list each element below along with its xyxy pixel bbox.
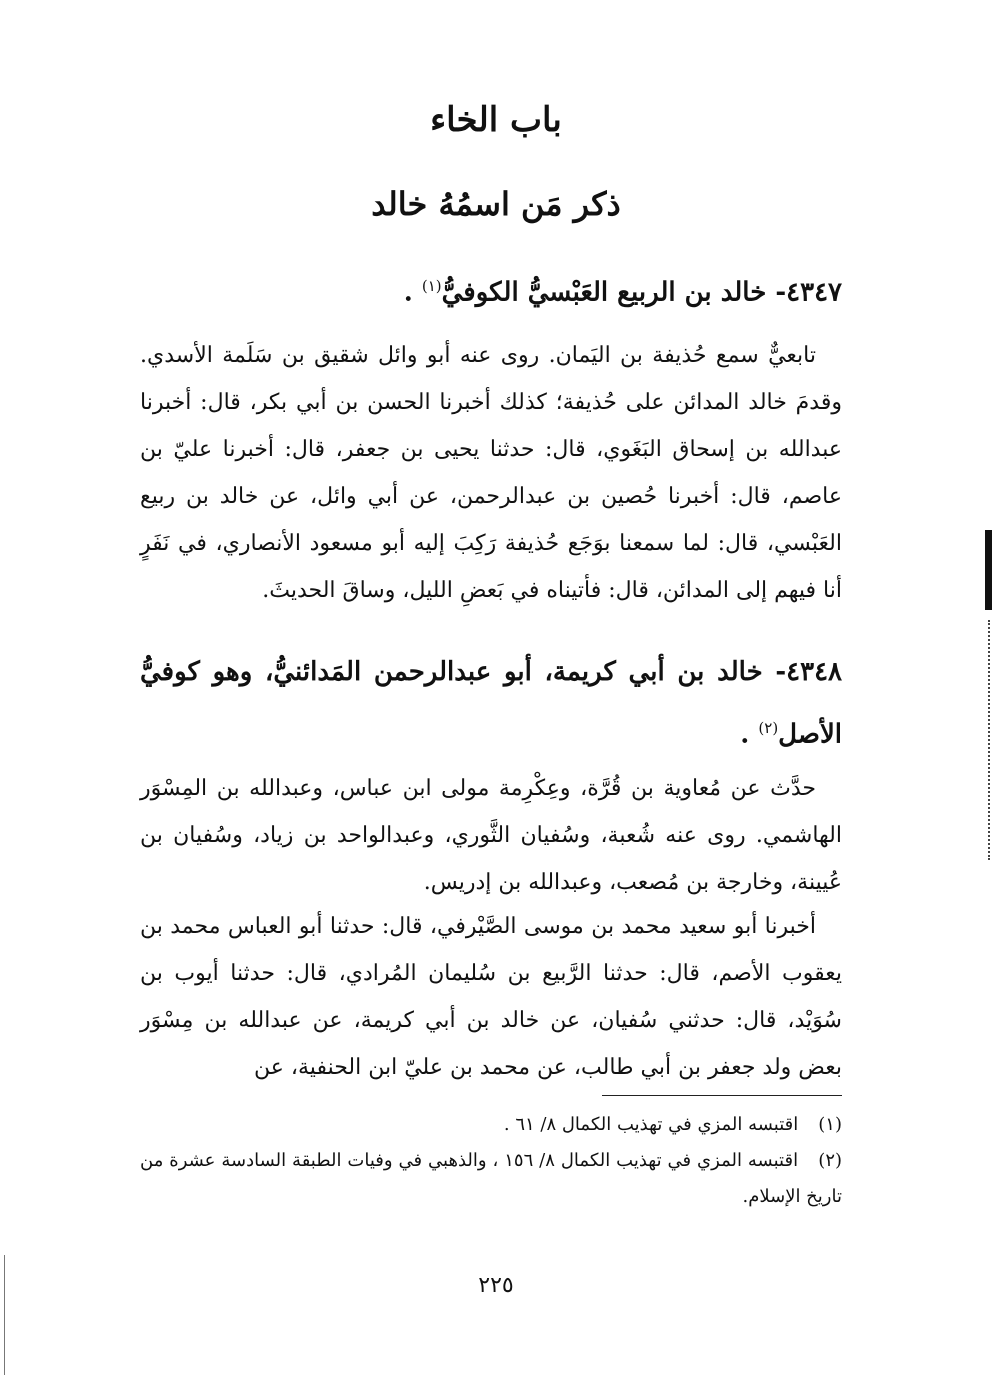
- entry-4348-paragraph-2: أخبرنا أبو سعيد محمد بن موسى الصَّيْرفي، قال: حدثنا أبو العباس محمد بن يعقوب الأصم، قال: حدثنا الرَّبيع بن سُليمان المُرادي، قال: حدثنا أيوب بن سُوَيْد، قال: حدثني سُفيان، عن خالد بن أبي كريمة، عن عبدالله بن مِسْوَر بعض ولد جعفر بن أبي طالب، عن محمد بن عليّ ابن الحنفية، عن: [140, 914, 842, 1080]
- page-number: ٢٢٥: [478, 1273, 514, 1298]
- entry-4348-paragraph-1: حدَّث عن مُعاوية بن قُرَّة، وعِكْرِمة مولى ابن عباس، وعبدالله بن المِسْوَر الهاشمي. روى عنه شُعبة، وسُفيان الثَّوري، وعبدالواحد بن زياد، وسُفيان بن عُيينة، وخارجة بن مُصعب، وعبدالله بن إدريس.: [140, 776, 842, 895]
- footnote-2: [140, 1143, 842, 1215]
- footnote-number: (١): [818, 1114, 842, 1135]
- scan-edge-mark: [985, 530, 992, 610]
- footnote-text: اقتبسه المزي في تهذيب الكمال ٨/ ٦١ .: [503, 1114, 799, 1135]
- entry-heading-text: ٤٣٤٧- خالد بن الربيع العَبْسيُّ الكوفيُّ: [441, 277, 842, 308]
- chapter-title: باب الخاء: [430, 100, 562, 140]
- footnote-number: (٢): [818, 1150, 843, 1171]
- footnote-ref: (٢): [758, 719, 779, 737]
- entry-heading-end: .: [403, 277, 422, 308]
- scan-left-line: [4, 1255, 5, 1375]
- footnote-1: [140, 1107, 842, 1143]
- entry-4347-paragraph: تابعيٌّ سمع حُذيفة بن اليَمان. روى عنه أبو وائل شقيق بن سَلَمة الأسدي. وقدمَ خالد المدائن على حُذيفة؛ كذلك أخبرنا الحسن بن أبي بكر، قال: أخبرنا عبدالله بن إسحاق البَغَوي، قال: حدثنا يحيى بن جعفر، قال: أخبرنا عليّ بن عاصم، قال: أخبرنا حُصين بن عبدالرحمن، عن أبي وائل، عن خالد بن ربيع العَبْسي، قال: لما سمعنا بوَجَع حُذيفة رَكِبَ إليه أبو مسعود الأنصاري، في نَفَرٍ أنا فيهم إلى المدائن، قال: فأتيناه في بَعضِ الليل، وساقَ الحديثَ.: [140, 343, 842, 603]
- section-title: ذكر مَن اسمُهُ خالد: [371, 185, 621, 223]
- entry-heading-text: ٤٣٤٨- خالد بن أبي كريمة، أبو عبدالرحمن المَدائنيُّ، وهو كوفيُّ الأصل: [140, 657, 842, 750]
- entry-heading-end: .: [740, 719, 759, 750]
- entry-heading-4348: [140, 644, 842, 763]
- footnote-text: اقتبسه المزي في تهذيب الكمال ٨/ ١٥٦ ، والذهبي في وفيات الطبقة السادسة عشرة من تاريخ الإسلام.: [140, 1150, 842, 1207]
- footnote-ref: (١): [421, 277, 442, 295]
- footnote-separator: [602, 1095, 842, 1096]
- scan-edge-dots: [984, 620, 990, 860]
- entry-heading-4347: [140, 258, 842, 321]
